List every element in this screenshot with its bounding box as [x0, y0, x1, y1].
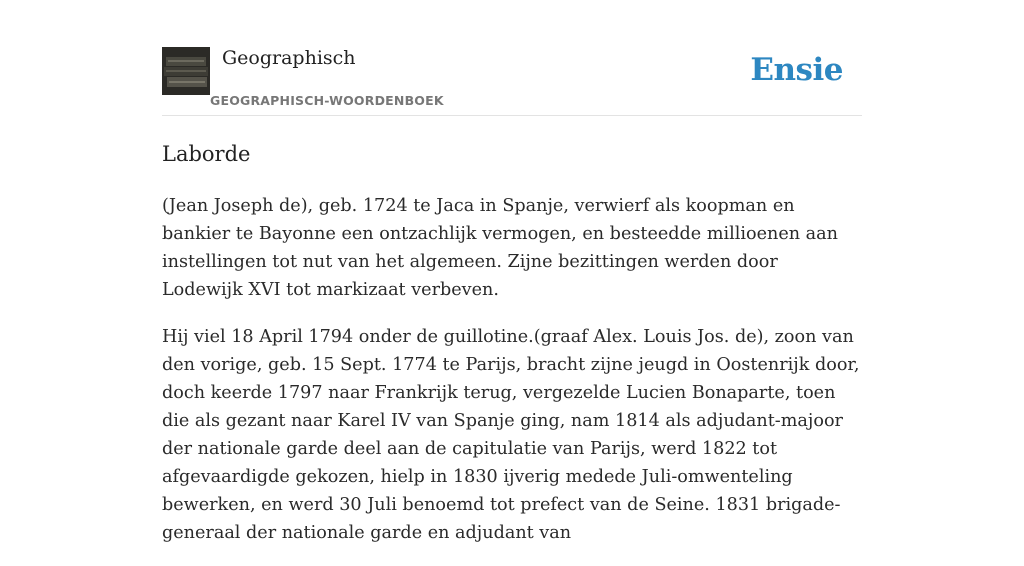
article-paragraph: Hij viel 18 April 1794 onder de guillotine.(graaf Alex. Louis Jos. de), zoon van den vorige, geb. 15 Sept. 1774 te Parijs, bracht zijne jeugd in Oostenrijk door, doch keerde 1797 naar Frankrijk terug, vergezelde Lucien Bonaparte, toen die als gezant naar Karel IV van Spanje ging, nam 1814 als adjudant-majoor der nationale garde deel aan de capitulatie van Parijs, werd 1822 tot afgevaardigde gekozen, hielp in 1830 ijverig medede Juli-omwenteling bewerken, en werd 30 Juli benoemd tot prefect van de Seine. 1831 brigade-generaal der nationale garde en adjudant van	[162, 327, 860, 543]
header	[162, 0, 862, 116]
source-subtitle[interactable]: GEOGRAPHISCH-WOORDENBOEK	[210, 93, 444, 108]
brand-logo[interactable]: Ensie	[750, 52, 843, 88]
content-container	[162, 0, 862, 543]
article-title: Laborde	[162, 142, 251, 166]
article-body	[162, 192, 862, 566]
avatar[interactable]	[162, 47, 210, 95]
article-paragraph: (Jean Joseph de), geb. 1724 te Jaca in Spanje, verwierf als koopman en bankier te Bayonne een ontzachlijk vermogen, en besteedde millioenen aan instellingen tot nut van het algemeen. Zijne bezittingen werden door Lodewijk XVI tot markizaat verbeven.	[162, 196, 838, 300]
source-title[interactable]: Geographisch	[222, 47, 356, 69]
books-image-icon	[162, 47, 210, 95]
